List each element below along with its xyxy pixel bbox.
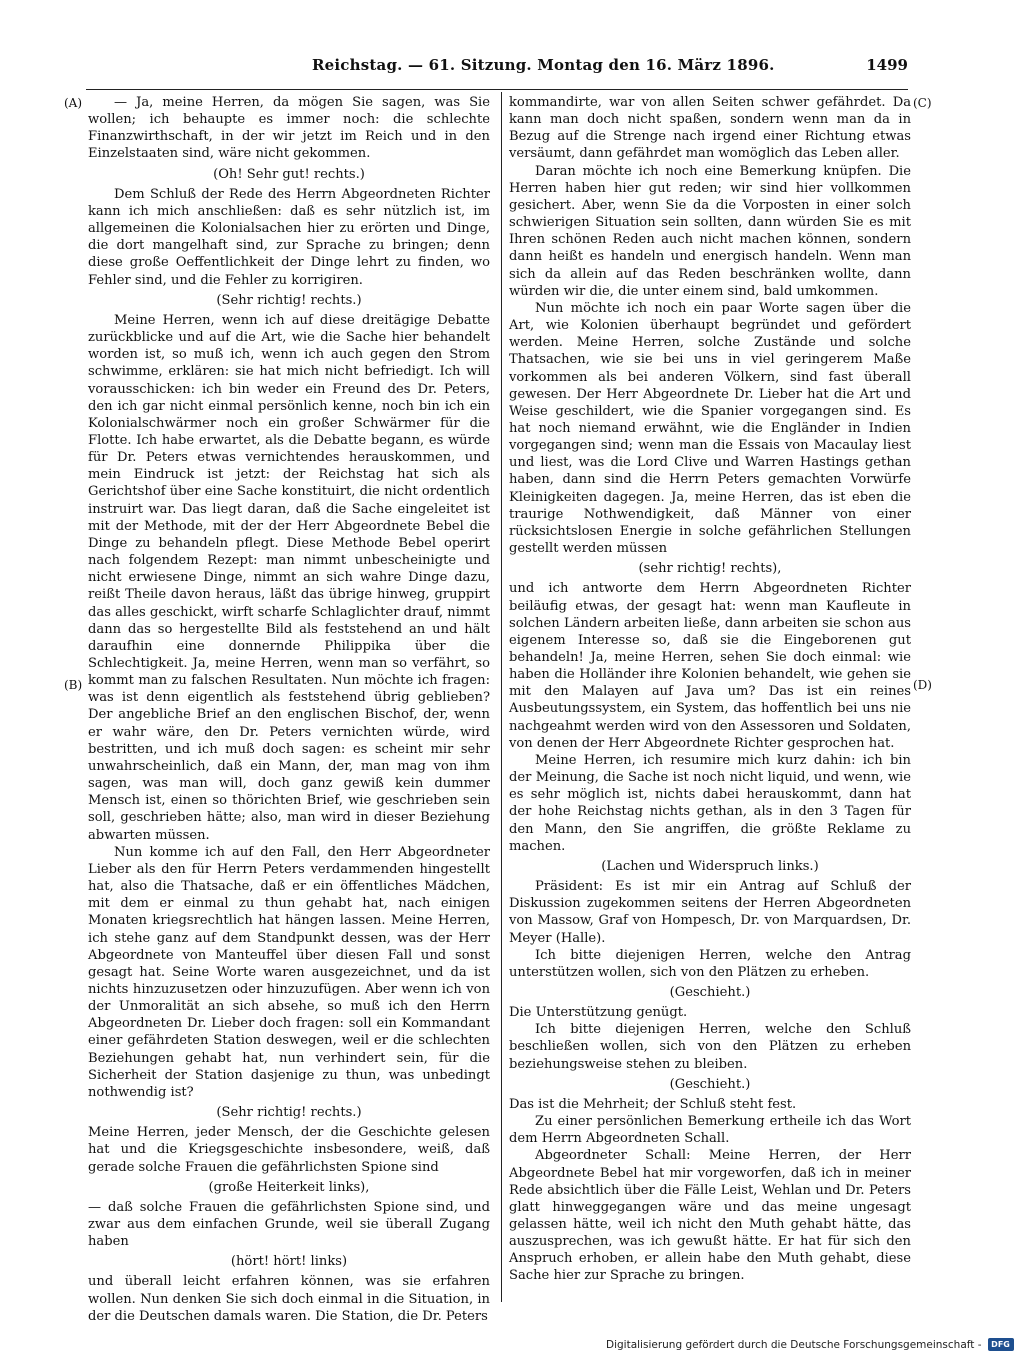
left-paragraph: Meine Herren, jeder Mensch, der die Geschichte gelesen hat und die Kriegsgeschichte insbesondere, weiß, daß gerade solche Frauen die gefährlichsten Spione sind	[88, 1125, 490, 1175]
right-paragraph: Ich bitte diejenigen Herren, welche den Antrag unterstützen wollen, sich von den Plätzen zu erheben.	[509, 947, 911, 980]
left-paragraph: — Ja, meine Herren, da mögen Sie sagen, was Sie wollen; ich behaupte es immer noch: die schlechte Finanzwirthschaft, in der wir jetzt im Reich und in den Einzelstaaten sind, wäre nicht gekommen.	[88, 95, 490, 162]
right-interjection: (Geschieht.)	[669, 984, 751, 1000]
left-interjection: (Oh! Sehr gut! rechts.)	[213, 166, 365, 182]
left-paragraph: und überall leicht erfahren können, was sie erfahren wollen. Nun denken Sie sich doch einmal in die Situation, in der die Deutschen damals waren. Die Station, die Dr. Peters	[88, 1274, 490, 1324]
left-interjection: (Sehr richtig! rechts.)	[216, 292, 362, 308]
right-paragraph: Das ist die Mehrheit; der Schluß steht fest.	[509, 1096, 797, 1112]
right-paragraph: Nun möchte ich noch ein paar Worte sagen über die Art, wie Kolonien überhaupt begründet und gefördert werden. Meine Herren, solche Zustände und solche Thatsachen, wie sie bei uns in viel geringerem Maße vorkommen als bei anderen Völkern, sind fast überall gewesen. Der Herr Abgeordnete Dr. Lieber hat die Art und Weise geschildert, wie die Spanier vorgegangen sind. Es hat noch niemand erwähnt, wie die Engländer in Indien vorgegangen sind; wenn man die Essais von Macaulay liest und liest, was die Lord Clive und Warren Hastings gethan haben, dann sind die Herrn Peters gemachten Vorwürfe Kleinigkeiten dagegen. Ja, meine Herren, das ist eben die traurige Nothwendigkeit, daß Männer von einer rücksichtslosen Energie in solche gefährlichen Stellungen gestellt werden müssen	[509, 300, 911, 557]
left-interjection: (große Heiterkeit links),	[208, 1179, 370, 1195]
margin-marker-d: (D)	[913, 678, 932, 692]
footer-text: Digitalisierung gefördert durch die Deutsche Forschungsgemeinschaft -	[606, 1338, 982, 1351]
right-paragraph: Abgeordneter Schall: Meine Herren, der Herr Abgeordnete Bebel hat mir vorgeworfen, daß ich in meiner Rede absichtlich über die Fälle Leist, Wehlan und Dr. Peters glatt hinweggegangen wäre und das meine ungesagt gelassen hätte, weil ich nicht den Muth gehabt hätte, das auszusprechen, was ich gewußt hätte. Er hat für sich den Anspruch erhoben, er allein habe den Muth gehabt, diese Sache hier zur Sprache zu bringen.	[509, 1148, 911, 1284]
margin-marker-b: (B)	[64, 678, 83, 692]
left-column	[88, 94, 490, 1325]
left-interjection: (hört! hört! links)	[230, 1254, 348, 1270]
right-interjection: (sehr richtig! rechts),	[638, 561, 782, 577]
right-paragraph: kommandirte, war von allen Seiten schwer gefährdet. Da kann man doch nicht spaßen, sondern wenn man da in Bezug auf die Strenge nach irgend einer Richtung etwas versäumt, dann gefährdet man womöglich das Leben aller.	[509, 95, 911, 162]
right-paragraph: Daran möchte ich noch eine Bemerkung knüpfen. Die Herren haben hier gut reden; wir sind hier vollkommen gesichert. Aber, wenn Sie da die Vorposten in einer solch schwierigen Situation sein sollten, dann würden Sie es mit Ihren schönen Reden auch nicht machen können, sondern dann heißt es handeln und energisch handeln. Wenn man sich da allein auf das Reden beschränken wollte, dann würden wir die, die unter einem sind, bald umkommen.	[509, 163, 911, 299]
column-divider	[501, 92, 502, 1302]
right-interjection: (Geschieht.)	[669, 1076, 751, 1092]
right-column	[509, 94, 911, 1285]
header-title: Reichstag. — 61. Sitzung. Montag den 16. März 1896.	[312, 56, 775, 74]
right-paragraph: Präsident: Es ist mir ein Antrag auf Schluß der Diskussion zugekommen seitens der Herren Abgeordneten von Massow, Graf von Hompesch, Dr. von Marquardsen, Dr. Meyer (Halle).	[509, 879, 911, 946]
right-paragraph: und ich antworte dem Herrn Abgeordneten Richter beiläufig etwas, der gesagt hat: wenn man Kaufleute in solchen Ländern arbeiten ließe, dann arbeiten sie schon aus eigenem Interesse so, daß sie die Eingeborenen gut behandeln! Ja, meine Herren, sehen Sie doch einmal: wie haben die Holländer ihre Kolonien behandelt, wie gehen sie mit den Malayen auf Java um? Das ist ein reines Ausbeutungssystem, ein System, das hoffentlich bei uns nie nachgeahmt werden wird von den Assessoren und Soldaten, von denen der Herr Abgeordnete Richter gesprochen hat.	[509, 581, 911, 751]
right-paragraph: Zu einer persönlichen Bemerkung ertheile ich das Wort dem Herrn Abgeordneten Schall.	[509, 1114, 911, 1147]
left-paragraph: Meine Herren, wenn ich auf diese dreitägige Debatte zurückblicke und auf die Art, wie die Sache hier behandelt worden ist, so muß ich, wenn ich auch gegen den Strom schwimme, erklären: sie hat mich nicht befriedigt. Ich will vorausschicken: ich bin weder ein Freund des Dr. Peters, den ich gar nicht einmal persönlich kenne, noch bin ich ein Kolonialschwärmer noch ein großer Schwärmer für die Flotte. Ich habe erwartet, als die Debatte begann, es würde für Dr. Peters etwas vernichtendes herauskommen, und mein Eindruck ist jetzt: der Reichstag hat sich als Gerichtshof über eine Sache konstituirt, die nicht ordentlich instruirt war. Das liegt daran, daß die Sache eingeleitet ist mit der Methode, mit der der Herr Abgeordnete Bebel die Dinge zu behandeln pflegt. Diese Methode Bebel operirt nach folgendem Rezept: man nimmt unbescheinigte und nicht erwiesene Dinge, nimmt an sich wahre Dinge dazu, reißt Theile davon heraus, läßt das übrige hinweg, gruppirt das alles geschickt, wirft scharfe Schlaglichter drauf, nimmt dann das so hergestellte Bild als feststehend an und hält daraufhin eine donnernde Philippika über die Schlechtigkeit. Ja, meine Herren, wenn man so verfährt, so kommt man zu falschen Resultaten. Nun möchte ich fragen: was ist denn eigentlich als feststehend übrig geblieben? Der angebliche Brief an den englischen Bischof, der, wenn er wahr wäre, den Dr. Peters vernichten würde, wird bestritten, und ich muß doch sagen: es scheint mir sehr unwahrscheinlich, daß ein Mann, der, man mag von ihm sagen, was man will, doch ganz gewiß kein dummer Mensch ist, einen so thörichten Brief, wie geschrieben sein soll, geschrieben hätte; also, man wird in dieser Beziehung abwarten müssen.	[88, 312, 490, 843]
left-paragraph: Dem Schluß der Rede des Herrn Abgeordneten Richter kann ich mich anschließen: daß es sehr nützlich ist, im allgemeinen die Kolonialsachen hier zu erörten und Dinge, die dort mangelhaft sind, zur Sprache zu bringen; denn diese große Oeffentlichkeit der Dinge lehrt zu finden, wo Fehler sind, und die Fehler zu korrigiren.	[88, 186, 490, 288]
right-paragraph: Die Unterstützung genügt.	[509, 1005, 688, 1021]
right-interjection: (Lachen und Widerspruch links.)	[601, 858, 819, 874]
dfg-logo: DFG	[988, 1338, 1014, 1351]
right-paragraph: Meine Herren, ich resumire mich kurz dahin: ich bin der Meinung, die Sache ist noch nicht liquid, und wenn, wie es sehr möglich ist, nichts dabei herauskommt, dann hat der hohe Reichstag nichts gethan, als in den 3 Tagen für den Mann, den Sie angriffen, die größte Reklame zu machen.	[509, 752, 911, 854]
left-paragraph: — daß solche Frauen die gefährlichsten Spione sind, und zwar aus dem einfachen Grunde, weil sie überall Zugang haben	[88, 1199, 490, 1250]
left-interjection: (Sehr richtig! rechts.)	[216, 1105, 362, 1121]
header-rule	[86, 89, 908, 90]
page-number: 1499	[866, 56, 908, 74]
margin-marker-c: (C)	[913, 96, 932, 110]
left-paragraph: Nun komme ich auf den Fall, den Herr Abgeordneter Lieber als den für Herrn Peters verdammenden hingestellt hat, also die Thatsache, daß er ein öffentliches Mädchen, mit dem er einmal zu thun gehabt hat, nach einigen Monaten kriegsrechtlich hat hängen lassen. Meine Herren, ich stehe ganz auf dem Standpunkt dessen, was der Herr Abgeordnete von Manteuffel über diesen Fall und sonst gesagt hat. Seine Worte waren ausgezeichnet, und da ist nichts hinzuzusetzen oder hinzuzufügen. Aber wenn ich von der Unmoralität an sich absehe, so muß ich den Herrn Abgeordneten Dr. Lieber doch fragen: soll ein Kommandant einer gefährdeten Station deswegen, weil er die schlechten Beziehungen gehabt hat, nun verhindert sein, für die Sicherheit der Station dasjenige zu thun, was unbedingt nothwendig ist?	[88, 844, 490, 1100]
page-header	[312, 54, 908, 76]
margin-marker-a: (A)	[64, 96, 83, 110]
footer	[606, 1338, 1014, 1351]
right-paragraph: Ich bitte diejenigen Herren, welche den Schluß beschließen wollen, sich von den Plätzen zu erheben beziehungsweise stehen zu bleiben.	[509, 1022, 911, 1072]
